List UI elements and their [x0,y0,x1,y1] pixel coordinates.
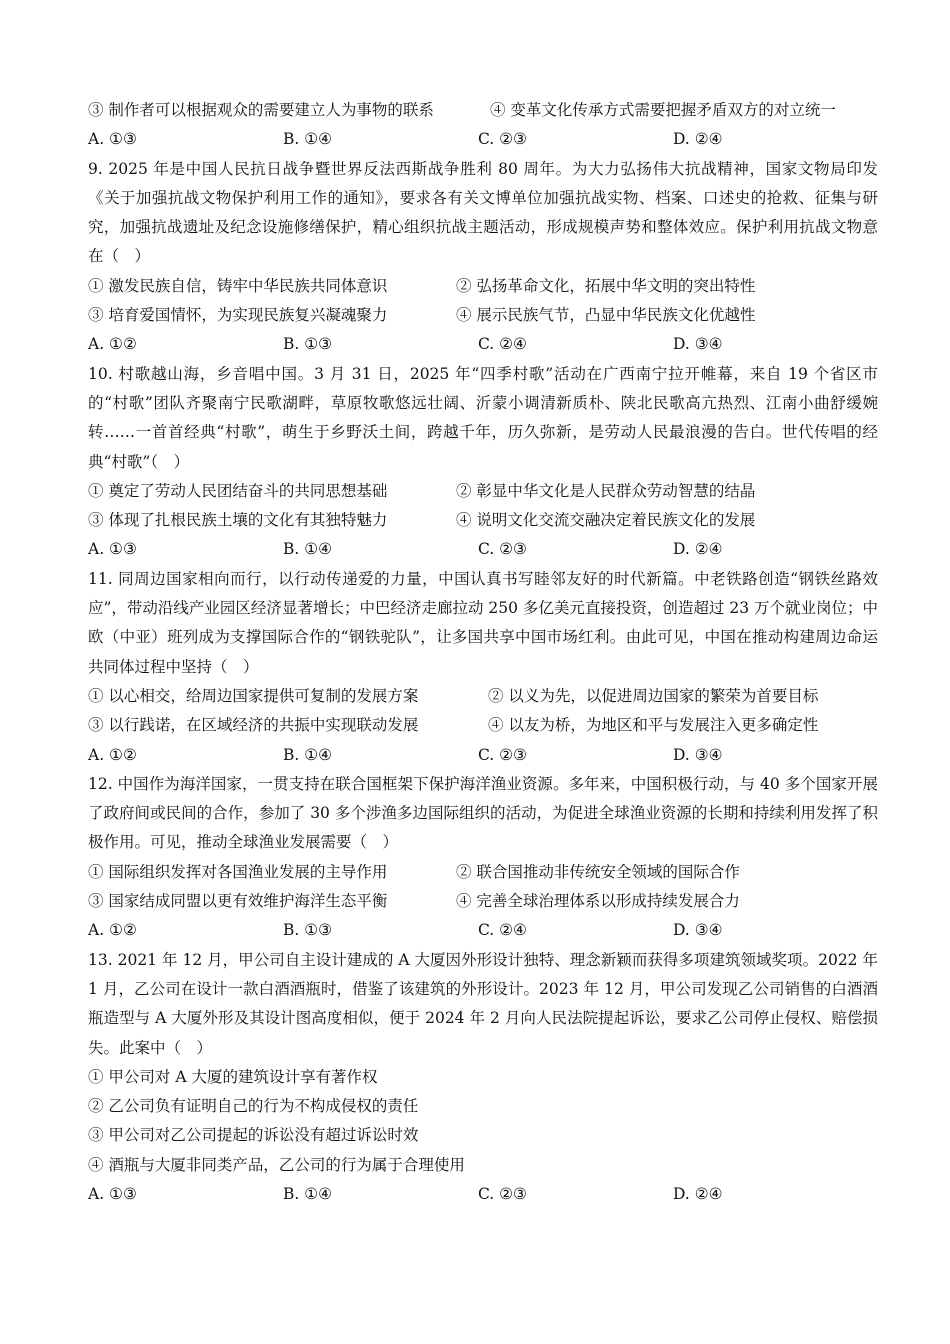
q13-stem: 13. 2021 年 12 月，甲公司自主设计建成的 A 大厦因外形设计独特、理念新颖而获得多项建筑领域奖项。2022 年 1 月，乙公司在设计一款白酒酒瓶时，借鉴了该建筑的外形设计。2023 年 12 月，甲公司发现乙公司销售的白酒酒瓶造型与 A 大厦外形及其设计图高度相似，便于 2024 年 2 月向人民法院提起诉讼，要求乙公司停止侵权、赔偿损失。此案中（ ） [88,950,878,1057]
q12-answer-a: A. ①② [88,921,137,940]
exam-page [88,96,878,1209]
q11-option-4: ④ 以友为桥，为地区和平与发展注入更多确定性 [488,716,819,735]
q9-option-1: ① 激发民族自信，铸牢中华民族共同体意识 [88,276,388,295]
q9-answer-a: A. ①② [88,335,137,354]
q11-answer-b: B. ①④ [283,745,333,764]
q13-answer-c: C. ②③ [478,1184,527,1203]
q13-answer-a: A. ①③ [88,1184,137,1203]
q10-option-4: ④ 说明文化交流交融决定着民族文化的发展 [456,511,756,530]
q10-options-row-2 [88,506,878,535]
q9-options-row-2 [88,301,878,330]
q9-option-2: ② 弘扬革命文化，拓展中华文明的突出特性 [456,276,756,295]
q10-options-row-1 [88,477,878,506]
q11-answer-d: D. ③④ [673,745,723,764]
q9-answer-b: B. ①③ [283,335,333,354]
q8-answer-d: D. ②④ [673,130,723,149]
q10-option-3: ③ 体现了扎根民族土壤的文化有其独特魅力 [88,511,388,530]
q9-answer-d: D. ③④ [673,335,723,354]
q11-option-1: ① 以心相交，给周边国家提供可复制的发展方案 [88,686,419,705]
q8-option-4: ④ 变革文化传承方式需要把握矛盾双方的对立统一 [490,101,836,119]
q13-answer-b: B. ①④ [283,1184,333,1203]
q10-answer-d: D. ②④ [673,540,723,559]
q10-option-2: ② 彰显中华文化是人民群众劳动智慧的结晶 [456,481,756,500]
q11-answer-a: A. ①② [88,745,137,764]
q12-answer-b: B. ①③ [283,921,333,940]
q12-option-2: ② 联合国推动非传统安全领域的国际合作 [456,862,740,881]
q12-option-1: ① 国际组织发挥对各国渔业发展的主导作用 [88,862,388,881]
q12-options-row-1 [88,858,878,887]
q8-answer-c: C. ②③ [478,130,527,149]
q12-stem: 12. 中国作为海洋国家，一贯支持在联合国框架下保护海洋渔业资源。多年来，中国积极行动，与 40 多个国家开展了政府间或民间的合作，参加了 30 多个涉渔多边国际组织的活动，为促进全球渔业资源的长期和持续利用发挥了积极作用。可见，推动全球渔业发展需要（ ） [88,774,878,852]
q11-options-row-2 [88,711,878,740]
q12-options-row-2 [88,887,878,916]
q8-options-row-2 [88,96,878,125]
q11-stem: 11. 同周边国家相向而行，以行动传递爱的力量，中国认真书写睦邻友好的时代新篇。中老铁路创造“钢铁丝路效应”，带动沿线产业园区经济显著增长；中巴经济走廊拉动 250 多亿美元直接投资，创造超过 23 万个就业岗位；中欧（中亚）班列成为支撑国际合作的“钢铁驼队”，让多国共享中国市场红利。由此可见，中国在推动构建周边命运共同体过程中坚持（ ） [88,569,878,676]
q13-answers [88,1180,878,1209]
q11-option-3: ③ 以行践诺，在区域经济的共振中实现联动发展 [88,716,419,735]
q11-answer-c: C. ②③ [478,745,527,764]
q12-option-4: ④ 完善全球治理体系以形成持续发展合力 [456,892,740,911]
q8-answer-b: B. ①④ [283,130,333,149]
q13-option-4: ④ 酒瓶与大厦非同类产品，乙公司的行为属于合理使用 [88,1155,465,1174]
q10-answer-b: B. ①④ [283,540,333,559]
q10-answer-c: C. ②③ [478,540,527,559]
q12-option-3: ③ 国家结成同盟以更有效维护海洋生态平衡 [88,892,388,911]
q9-answers [88,330,878,359]
q11-option-2: ② 以义为先，以促进周边国家的繁荣为首要目标 [488,686,819,705]
q13-option-2: ② 乙公司负有证明自己的行为不构成侵权的责任 [88,1097,419,1116]
q12-answer-c: C. ②④ [478,921,527,940]
q10-answer-a: A. ①③ [88,540,137,559]
q9-options-row-1 [88,272,878,301]
q9-option-4: ④ 展示民族气节，凸显中华民族文化优越性 [456,306,756,325]
q8-answers [88,125,878,154]
q13-option-1: ① 甲公司对 A 大厦的建筑设计享有著作权 [88,1067,378,1086]
q9-answer-c: C. ②④ [478,335,527,354]
q13-answer-d: D. ②④ [673,1184,723,1203]
q9-stem: 9. 2025 年是中国人民抗日战争暨世界反法西斯战争胜利 80 周年。为大力弘扬伟大抗战精神，国家文物局印发《关于加强抗战文物保护利用工作的通知》，要求各有关文博单位加强抗战实物、档案、口述史的抢救、征集与研究，加强抗战遗址及纪念设施修缮保护，精心组织抗战主题活动，形成规模声势和整体效应。保护利用抗战文物意在（ ） [88,159,878,266]
q8-option-3: ③ 制作者可以根据观众的需要建立人为事物的联系 [88,101,434,119]
q10-answers [88,535,878,564]
q11-options-row-1 [88,682,878,711]
q13-option-3: ③ 甲公司对乙公司提起的诉讼没有超过诉讼时效 [88,1126,419,1145]
q8-answer-a: A. ①③ [88,130,137,149]
q12-answers [88,916,878,945]
q9-option-3: ③ 培育爱国情怀，为实现民族复兴凝魂聚力 [88,306,388,325]
q12-answer-d: D. ③④ [673,921,723,940]
q11-answers [88,741,878,770]
q10-stem: 10. 村歌越山海，乡音唱中国。3 月 31 日，2025 年“四季村歌”活动在广西南宁拉开帷幕，来自 19 个省区市的“村歌”团队齐聚南宁民歌湖畔，草原牧歌悠远壮阔、沂蒙小调清新质朴、陕北民歌高亢热烈、江南小曲舒缓婉转……一首首经典“村歌”，萌生于乡野沃土间，跨越千年，历久弥新，是劳动人民最浪漫的告白。世代传唱的经典“村歌”（ ） [88,364,878,471]
q10-option-1: ① 奠定了劳动人民团结奋斗的共同思想基础 [88,481,388,500]
